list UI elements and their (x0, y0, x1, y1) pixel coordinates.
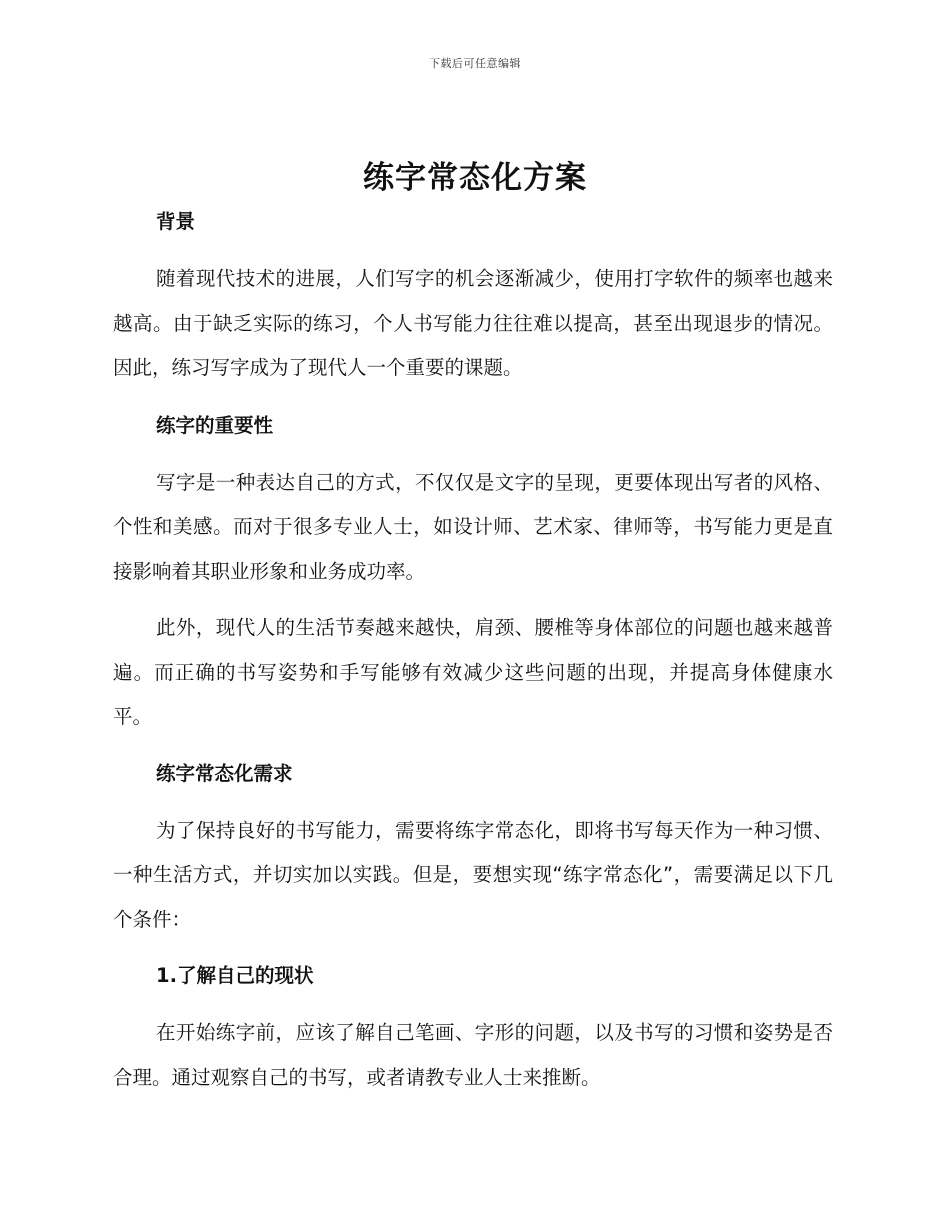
section-heading-needs: 练字常态化需求 (156, 761, 293, 785)
document-body (113, 205, 833, 1100)
paragraph-needs: 为了保持良好的书写能力，需要将练字常态化，即将书写每天作为一种习惯、一种生活方式，并切实加以实践。但是，要想实现“练字常态化”，需要满足以下几个条件： (113, 818, 833, 931)
header-note: 下载后可任意编辑 (429, 57, 521, 70)
paragraph-importance-1: 写字是一种表达自己的方式，不仅仅是文字的呈现，更要体现出写者的风格、个性和美感。而对于很多专业人士，如设计师、艺术家、律师等，书写能力更是直接影响着其职业形象和业务成功率。 (113, 470, 833, 583)
section-heading-step-1: 1.了解自己的现状 (156, 964, 314, 987)
document-title: 练字常态化方案 (363, 160, 587, 196)
paragraph-importance-2: 此外，现代人的生活节奏越来越快，肩颈、腰椎等身体部位的问题也越来越普遍。而正确的书写姿势和手写能够有效减少这些问题的出现，并提高身体健康水平。 (113, 616, 833, 728)
section-heading-importance: 练字的重要性 (156, 413, 274, 437)
paragraph-step-1: 在开始练字前，应该了解自己笔画、字形的问题，以及书写的习惯和姿势是否合理。通过观察自己的书写，或者请教专业人士来推断。 (113, 1021, 833, 1089)
paragraph-background: 随着现代技术的进展，人们写字的机会逐渐减少，使用打字软件的频率也越来越高。由于缺乏实际的练习，个人书写能力往往难以提高，甚至出现退步的情况。因此，练习写字成为了现代人一个重要的课题。 (113, 267, 833, 379)
section-heading-background: 背景 (156, 210, 196, 233)
